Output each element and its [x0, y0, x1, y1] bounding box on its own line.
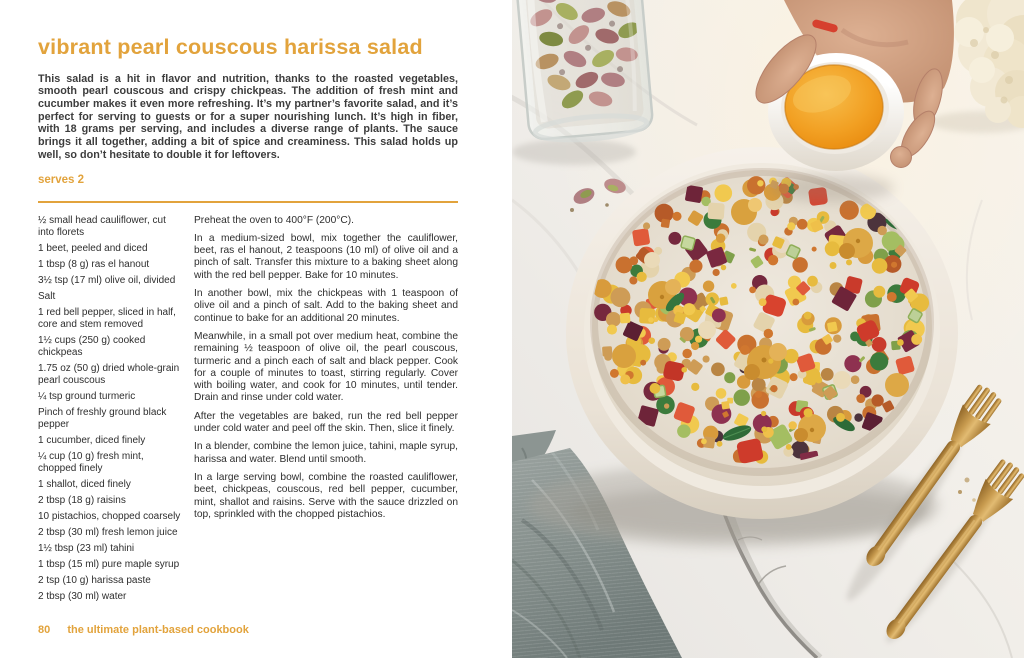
instruction-step: In a medium-sized bowl, mix together the cauliflower, beet, ras el hanout, 2 teaspoons (10 ml) of olive oil and a pinch of salt. Transfer this mixture to a baking sheet along with the red bell pepper. Bake for 10 minutes.: [194, 232, 458, 281]
ingredient-item: Pinch of freshly ground black pepper: [38, 406, 167, 430]
recipe-content: [38, 0, 458, 607]
ingredient-item: 1½ tbsp (23 ml) tahini: [38, 542, 135, 554]
ingredient-item: Salt: [38, 290, 56, 302]
instruction-step: In another bowl, mix the chickpeas with 1 teaspoon of olive oil and a pinch of salt. Add to the baking sheet and continue to bake for an additional 20 minutes.: [194, 288, 458, 324]
recipe-photo: [512, 0, 1024, 658]
ingredient-item: 3½ tsp (17 ml) olive oil, divided: [38, 274, 176, 286]
ingredient-item: 1.75 oz (50 g) dried whole-grain pearl couscous: [38, 362, 180, 386]
page-number: 80: [38, 624, 51, 636]
book-title: the ultimate plant-based cookbook: [67, 624, 249, 636]
photo-page: [512, 0, 1024, 658]
ingredient-item: 2 tbsp (18 g) raisins: [38, 494, 126, 506]
ingredient-item: 2 tsp (10 g) harissa paste: [38, 574, 151, 586]
ingredients-list: [38, 215, 184, 607]
recipe-intro: This salad is a hit in flavor and nutrition, thanks to the roasted vegetables, smooth pearl couscous and crispy chickpeas. The addition of fresh mint and cucumber makes it even more refreshing. It’s my partner’s favorite salad, and it’s perfect for serving to guests or for a super nourishing lunch. It’s high in fiber, with 18 grams per serving, and includes a diverse range of plants. The sauce brings it all together, adding a bit of spice and creaminess. This salad holds up well, so don’t hesitate to double it for leftovers.: [38, 72, 458, 161]
ingredient-item: 10 pistachios, chopped coarsely: [38, 510, 181, 522]
instruction-step: In a large serving bowl, combine the roasted cauliflower, beet, chickpeas, couscous, red bell pepper, cucumber, mint, shallot and raisins. Serve with the sauce drizzled on top, sprinkled with the chopped pistachios.: [194, 471, 458, 520]
ingredient-item: 2 tbsp (30 ml) water: [38, 590, 127, 602]
ingredient-item: 1 red bell pepper, sliced in half, core and stem removed: [38, 306, 176, 330]
page-footer: [38, 624, 249, 636]
instructions-list: [194, 215, 458, 607]
instruction-step: Meanwhile, in a small pot over medium heat, combine the remaining ½ teaspoon of olive oil, the pearl couscous, turmeric and a pinch each of salt and black pepper. Cook for a couple of minutes to toast, stirring regularly. Cover with boiling water, and cook for 10 minutes, until tender. Drain and rinse under cold water.: [194, 330, 458, 404]
instruction-step: In a blender, combine the lemon juice, tahini, maple syrup, harissa and water. Blend until smooth.: [194, 441, 458, 465]
ingredient-item: 1 beet, peeled and diced: [38, 242, 148, 254]
ingredient-item: ¼ tsp ground turmeric: [38, 390, 136, 402]
ingredient-item: 1 cucumber, diced finely: [38, 434, 146, 446]
ingredient-item: 1 tbsp (8 g) ras el hanout: [38, 258, 150, 270]
ingredient-item: ½ small head cauliflower, cut into florets: [38, 214, 166, 238]
instruction-step: Preheat the oven to 400°F (200°C).: [194, 214, 354, 226]
instruction-step: After the vegetables are baked, run the red bell pepper under cold water and peel off the skin. Then, slice it finely.: [194, 410, 458, 435]
recipe-columns: [38, 215, 458, 607]
ingredient-item: 1½ cups (250 g) cooked chickpeas: [38, 334, 146, 358]
recipe-title: vibrant pearl couscous harissa salad: [38, 35, 423, 59]
divider-rule: [38, 201, 458, 203]
ingredient-item: 2 tbsp (30 ml) fresh lemon juice: [38, 526, 178, 538]
serves-label: serves 2: [38, 173, 85, 186]
ingredient-item: 1 tbsp (15 ml) pure maple syrup: [38, 558, 180, 570]
ingredient-item: ¼ cup (10 g) fresh mint, chopped finely: [38, 450, 144, 474]
ingredient-item: 1 shallot, diced finely: [38, 478, 131, 490]
